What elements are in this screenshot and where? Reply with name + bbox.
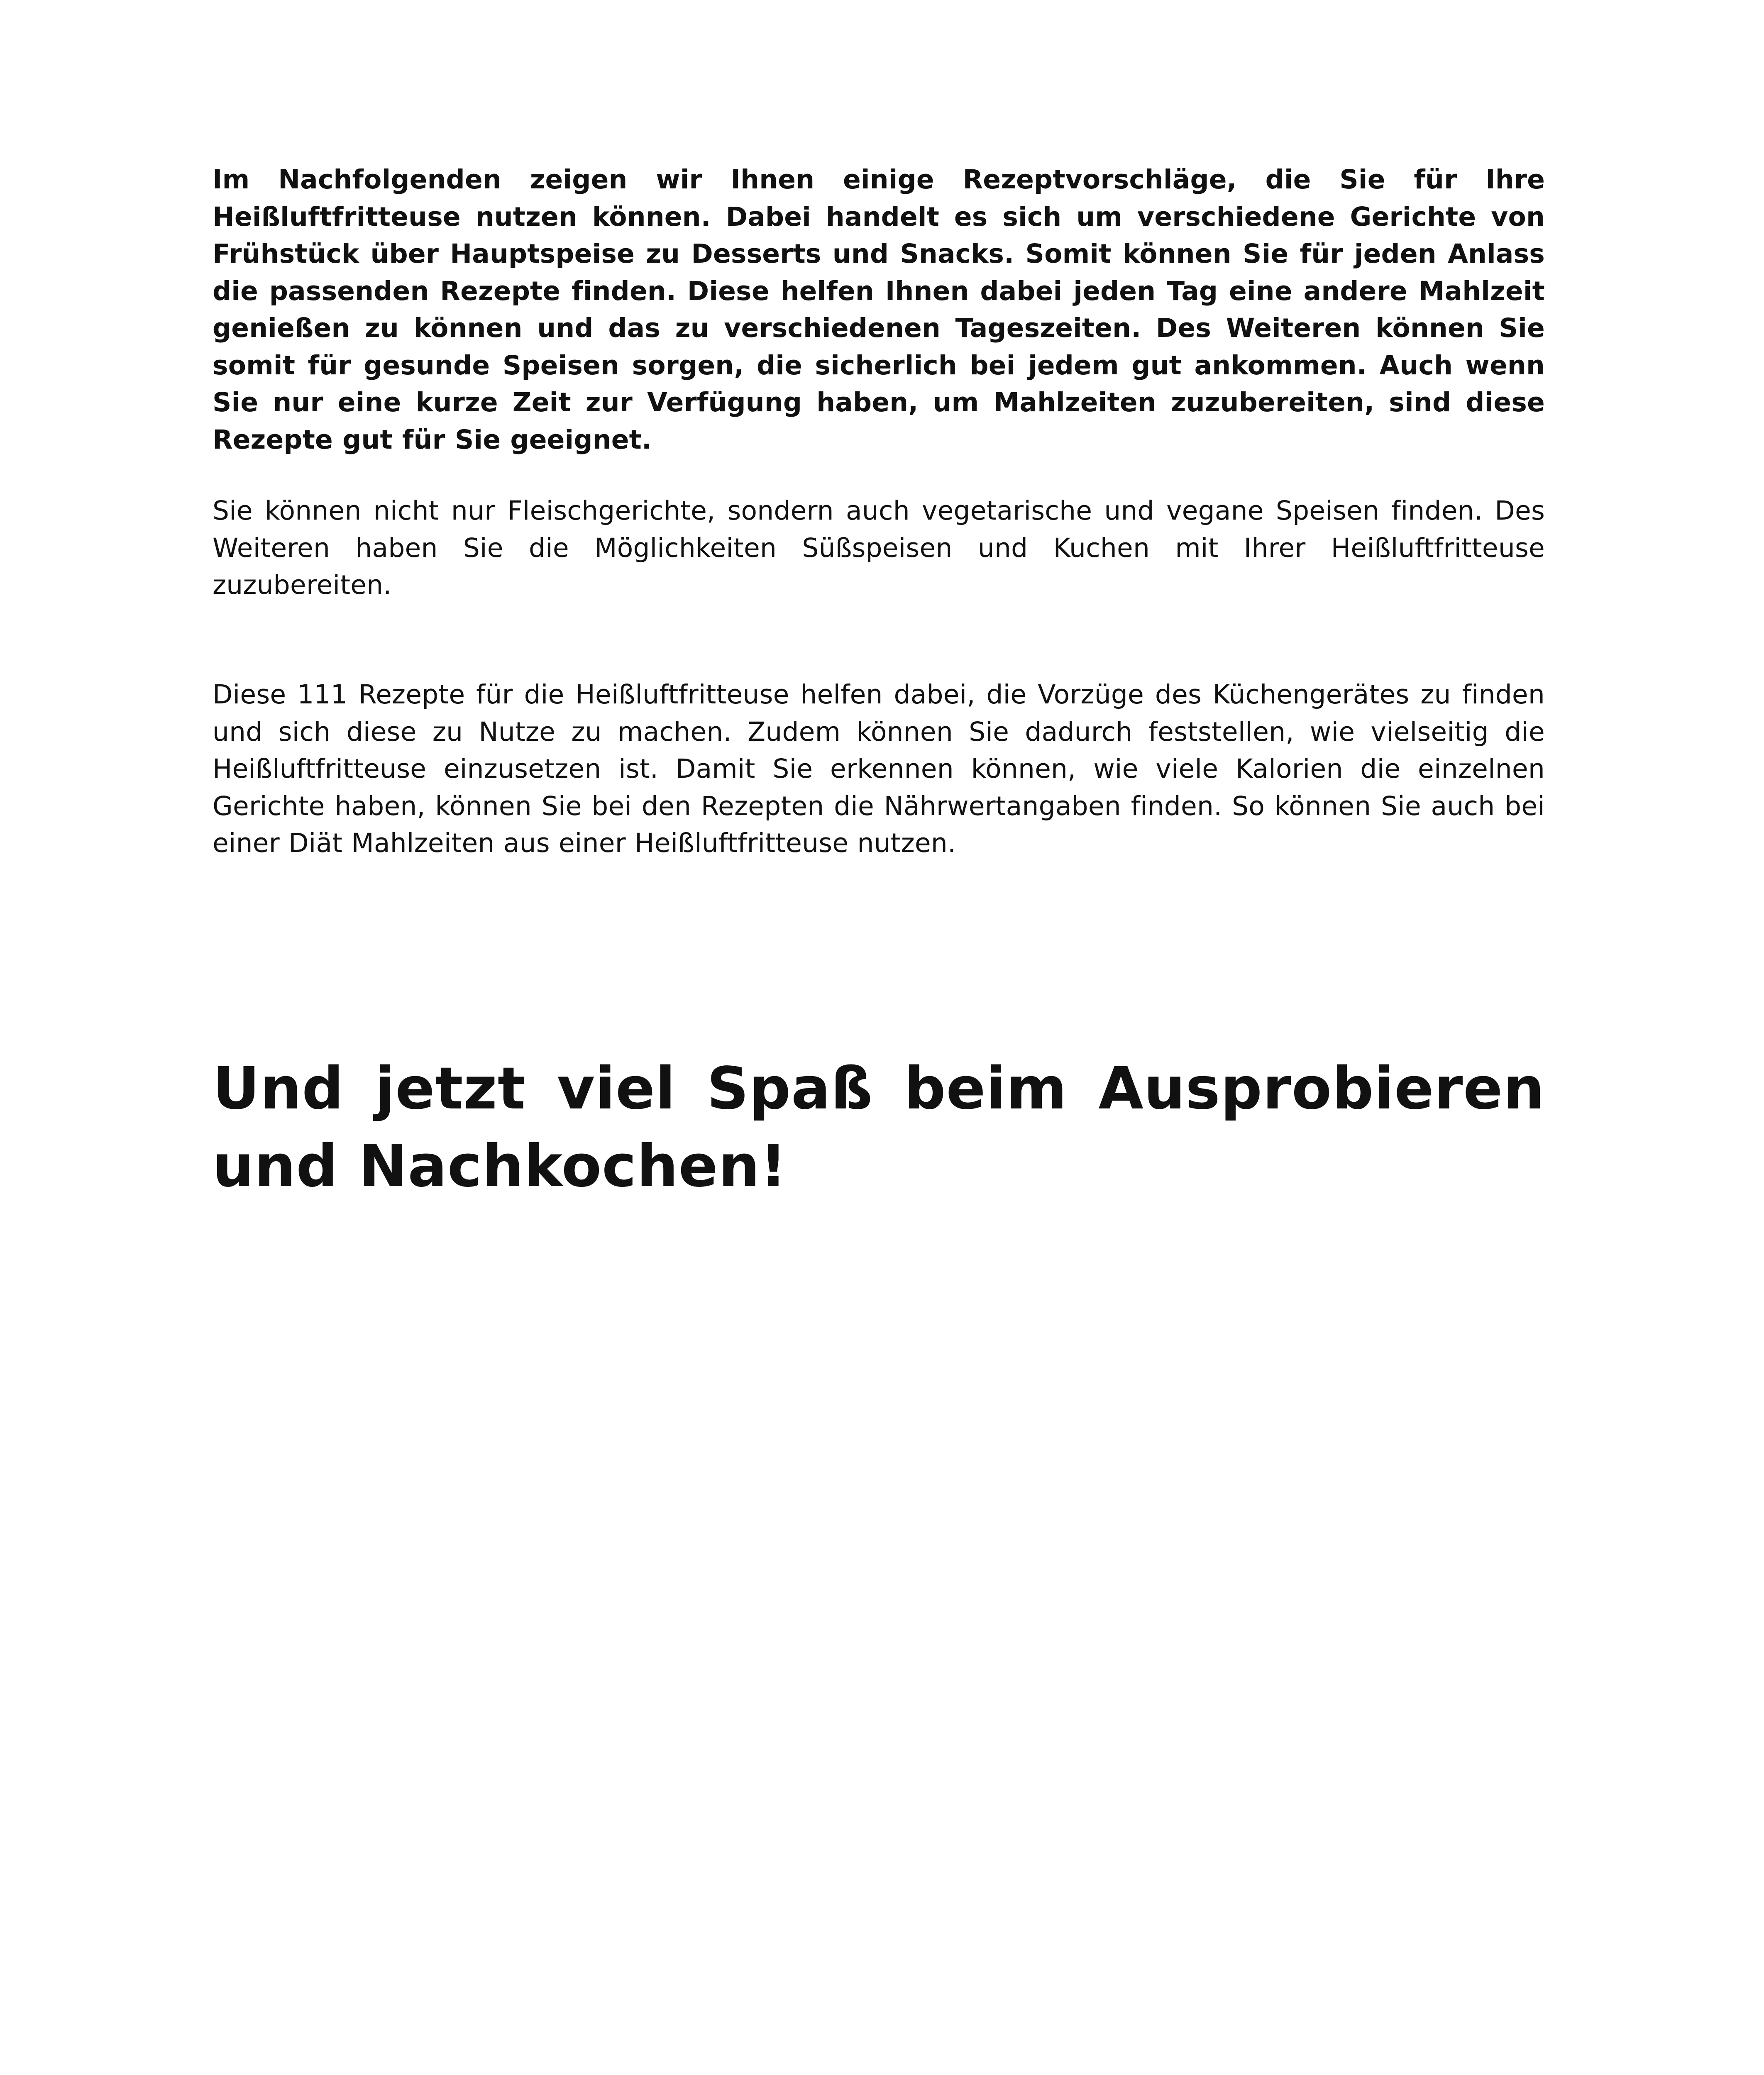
closing-heading: Und jetzt viel Spaß beim Ausprobieren und Nachkochen!	[213, 1055, 1545, 1200]
dishes-paragraph: Sie können nicht nur Fleischgerichte, sondern auch vegetarische und vegane Speisen finden. Des Weiteren haben Sie die Möglichkeiten Süßspeisen und Kuchen mit Ihrer Heißluftfritteuse zuzubereiten.	[213, 496, 1545, 600]
intro-paragraph: Im Nachfolgenden zeigen wir Ihnen einige Rezeptvorschläge, die Sie für Ihre Heißluftfritteuse nutzen können. Dabei handelt es sich um verschiedene Gerichte von Frühstück über Hauptspeise zu Desserts und Snacks. Somit können Sie für jeden Anlass die passenden Rezepte finden. Diese helfen Ihnen dabei jeden Tag eine andere Mahlzeit genießen zu können und das zu verschiedenen Tageszeiten. Des Weiteren können Sie somit für gesunde Speisen sorgen, die sicherlich bei jedem gut ankommen. Auch wenn Sie nur eine kurze Zeit zur Verfügung haben, um Mahlzeiten zuzubereiten, sind diese Rezepte gut für Sie geeignet.	[213, 164, 1545, 455]
recipes-paragraph: Diese 111 Rezepte für die Heißluftfritteuse helfen dabei, die Vorzüge des Küchengerätes zu finden und sich diese zu Nutze zu machen. Zudem können Sie dadurch feststellen, wie vielseitig die Heißluftfritteuse einzusetzen ist. Damit Sie erkennen können, wie viele Kalorien die einzelnen Gerichte haben, können Sie bei den Rezepten die Nährwertangaben finden. So können Sie auch bei einer Diät Mahlzeiten aus einer Heißluftfritteuse nutzen.	[213, 679, 1545, 858]
